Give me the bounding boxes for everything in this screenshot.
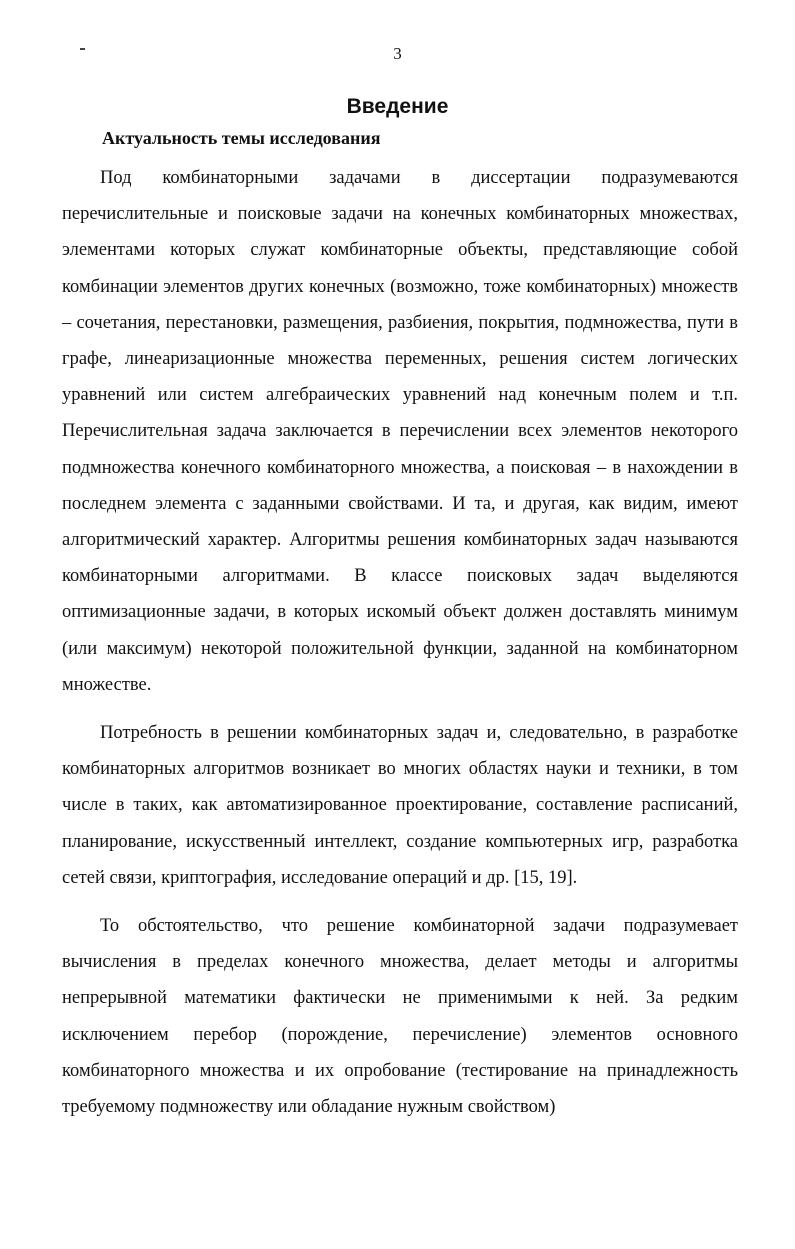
section-subtitle: Актуальность темы исследования bbox=[102, 128, 381, 148]
body-text bbox=[62, 160, 738, 1125]
paragraph-1: Под комбинаторными задачами в диссертации подразумеваются перечислительные и поисковые задачи на конечных комбинаторных множествах, элементами которых служат комбинаторные объекты, представляющие собой комбинации элементов других конечных (возможно, тоже комбинаторных) множеств – сочетания, перестановки, размещения, разбиения, покрытия, подмножества, пути в графе, линеаризационные множества переменных, решения систем логических уравнений или систем алгебраических уравнений над конечным полем и т.п. Перечислительная задача заключается в перечислении всех элементов некоторого подмножества конечного комбинаторного множества, а поисковая – в нахождении в последнем элемента с заданными свойствами. И та, и другая, как видим, имеют алгоритмический характер. Алгоритмы решения комбинаторных задач называются комбинаторными алгоритмами. В классе поисковых задач выделяются оптимизационные задачи, в которых искомый объект должен доставлять минимум (или максимум) некоторой положительной функции, заданной на комбинаторном множестве. bbox=[62, 168, 738, 695]
paragraph-2: Потребность в решении комбинаторных задач и, следовательно, в разработке комбинаторных алгоритмов возникает во многих областях науки и техники, в том числе в таких, как автоматизированное проектирование, составление расписаний, планирование, искусственный интеллект, создание компьютерных игр, разработка сетей связи, криптография, исследование операций и др. [15, 19]. bbox=[62, 723, 738, 888]
paragraph-3: То обстоятельство, что решение комбинаторной задачи подразумевает вычисления в пределах конечного множества, делает методы и алгоритмы непрерывной математики фактически не применимыми к ней. За редким исключением перебор (порождение, перечисление) элементов основного комбинаторного множества и их опробование (тестирование на принадлежность требуемому подмножеству или обладание нужным свойством) bbox=[62, 916, 738, 1118]
page-number: 3 bbox=[393, 44, 402, 63]
page-title: Введение bbox=[346, 95, 449, 118]
